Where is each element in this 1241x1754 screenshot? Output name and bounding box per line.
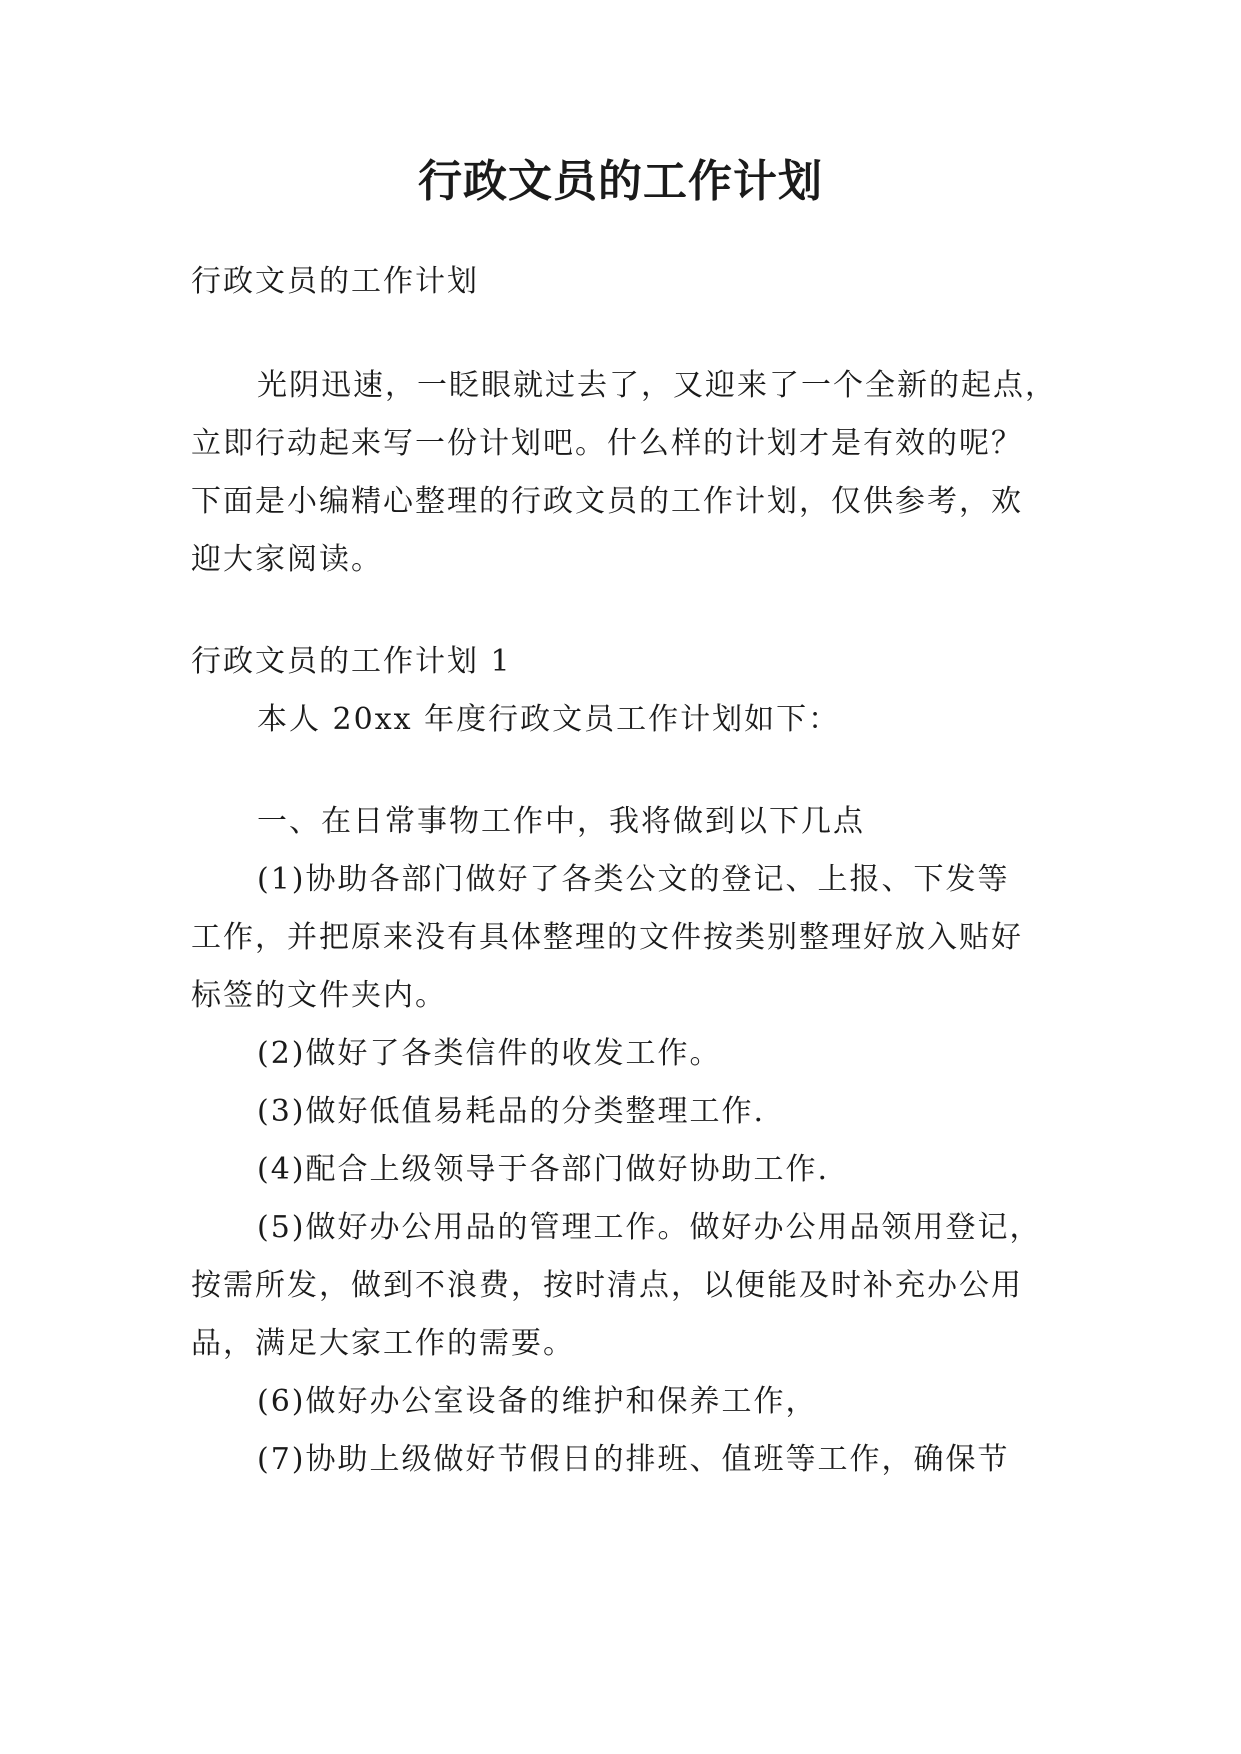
item-1-line-2: 工作，并把原来没有具体整理的文件按类别整理好放入贴好	[191, 920, 1023, 955]
item-7-line-1: (7)协助上级做好节假日的排班、值班等工作，确保节	[257, 1442, 1010, 1477]
section-heading: 行政文员的工作计划 1	[191, 644, 512, 679]
item-3: (3)做好低值易耗品的分类整理工作.	[257, 1094, 766, 1129]
item-4: (4)配合上级领导于各部门做好协助工作.	[257, 1152, 830, 1187]
intro-line-3: 下面是小编精心整理的行政文员的工作计划，仅供参考，欢	[191, 484, 1023, 519]
intro-line-1: 光阴迅速，一眨眼就过去了，又迎来了一个全新的起点，	[257, 368, 1057, 403]
document-title: 行政文员的工作计划	[418, 156, 823, 207]
item-5-line-3: 品，满足大家工作的需要。	[191, 1326, 575, 1361]
intro-line-2: 立即行动起来写一份计划吧。什么样的计划才是有效的呢？	[191, 426, 1023, 461]
item-5-line-2: 按需所发，做到不浪费，按时清点，以便能及时补充办公用	[191, 1268, 1023, 1303]
intro-line-4: 迎大家阅读。	[191, 542, 383, 577]
part-heading: 一、在日常事物工作中，我将做到以下几点	[257, 804, 865, 839]
item-1-line-1: (1)协助各部门做好了各类公文的登记、上报、下发等	[257, 862, 1010, 897]
item-6: (6)做好办公室设备的维护和保养工作，	[257, 1384, 818, 1419]
section-lead: 本人 20xx 年度行政文员工作计划如下：	[257, 702, 841, 737]
item-2: (2)做好了各类信件的收发工作。	[257, 1036, 722, 1071]
document-subtitle: 行政文员的工作计划	[191, 264, 479, 299]
item-1-line-3: 标签的文件夹内。	[191, 978, 447, 1013]
item-5-line-1: (5)做好办公用品的管理工作。做好办公用品领用登记，	[257, 1210, 1042, 1245]
